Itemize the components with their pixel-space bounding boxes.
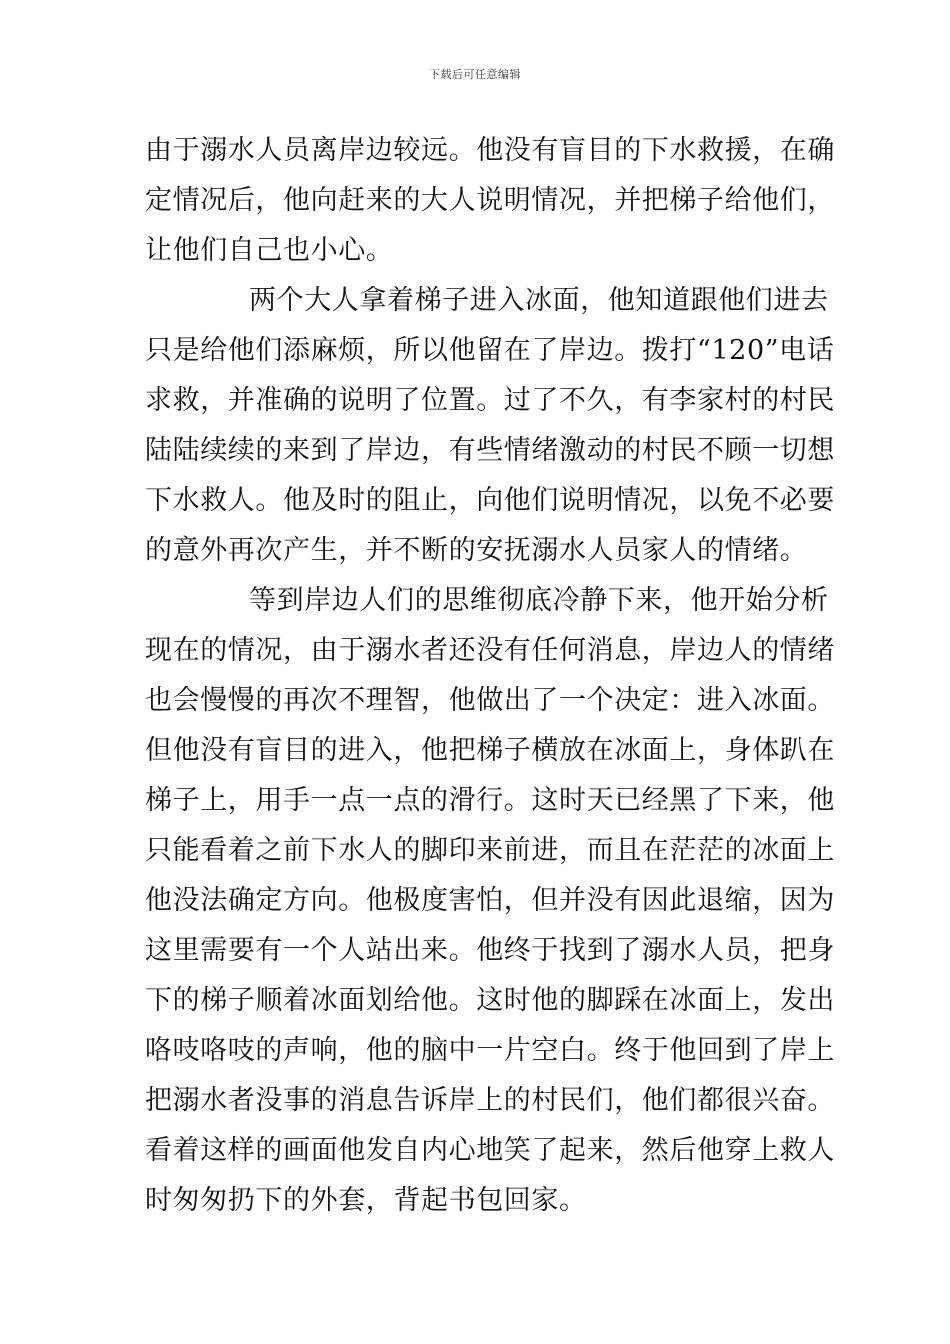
paragraph-2	[145, 276, 835, 576]
text-line: 但他没有盲目的进入，他把梯子横放在冰面上，身体趴在	[145, 735, 835, 766]
text-line: 两个大人拿着梯子进入冰面，他知道跟他们进去	[249, 285, 829, 316]
text-line: 看着这样的画面他发自内心地笑了起来，然后他穿上救人	[145, 1135, 835, 1166]
text-line: 的意外再次产生，并不断的安抚溺水人员家人的情绪。	[145, 535, 808, 566]
text-line: 他没法确定方向。他极度害怕，但并没有因此退缩，因为	[145, 885, 835, 916]
text-line: 也会慢慢的再次不理智，他做出了一个决定：进入冰面。	[145, 685, 835, 716]
text-line: 咯吱咯吱的声响，他的脑中一片空白。终于他回到了岸上	[145, 1035, 835, 1066]
text-line: 这里需要有一个人站出来。他终于找到了溺水人员，把身	[145, 935, 835, 966]
text-line: 梯子上，用手一点一点的滑行。这时天已经黑了下来，他	[145, 785, 835, 816]
text-line: 只能看着之前下水人的脚印来前进，而且在茫茫的冰面上	[145, 835, 835, 866]
text-line: 下的梯子顺着冰面划给他。这时他的脚踩在冰面上，发出	[145, 985, 835, 1016]
paragraph-1	[145, 126, 835, 276]
text-line: 把溺水者没事的消息告诉岸上的村民们，他们都很兴奋。	[145, 1085, 835, 1116]
paragraph-3	[145, 576, 835, 1226]
text-line: 等到岸边人们的思维彻底冷静下来，他开始分析	[249, 585, 829, 616]
text-line: 由于溺水人员离岸边较远。他没有盲目的下水救援，在确	[145, 135, 835, 166]
page-header: 下载后可任意编辑	[429, 68, 521, 81]
text-line: 求救，并准确的说明了位置。过了不久，有李家村的村民	[145, 385, 835, 416]
text-line: 现在的情况，由于溺水者还没有任何消息，岸边人的情绪	[145, 635, 835, 666]
text-line: 时匆匆扔下的外套，背起书包回家。	[145, 1185, 587, 1216]
text-line: 让他们自己也小心。	[145, 235, 394, 266]
text-line: 下水救人。他及时的阻止，向他们说明情况，以免不必要	[145, 485, 835, 516]
text-line: 陆陆续续的来到了岸边，有些情绪激动的村民不顾一切想	[145, 435, 835, 466]
text-line: 定情况后，他向赶来的大人说明情况，并把梯子给他们，	[145, 185, 835, 216]
text-line: 只是给他们添麻烦，所以他留在了岸边。拨打“120”电话	[145, 335, 835, 366]
document-body	[145, 126, 835, 1226]
